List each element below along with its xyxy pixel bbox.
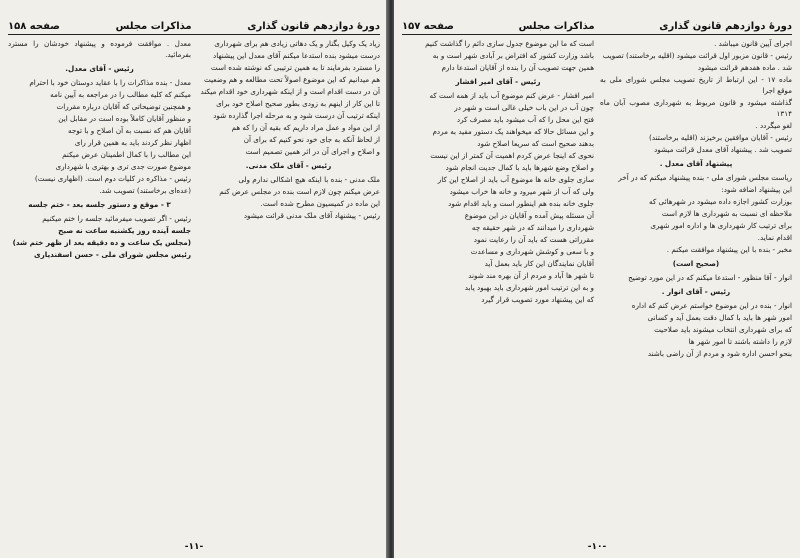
text-line: ولی که آب از شهر میرود و خانه ها خراب میشود <box>449 187 594 196</box>
text-line: موضوع صورت جدی تری و بهتری با شهرداری <box>55 162 191 171</box>
text-line: انوار - آقا منظور - استدعا میکنم که در این مورد توضیح <box>628 273 792 282</box>
left-page-series-title: دورهٔ دوازدهم قانون گذاری <box>247 21 380 32</box>
speaker-heading: رئیس - آقای ملک مدنی. <box>245 161 332 170</box>
right-page-header <box>402 6 792 35</box>
text-line: رئیس - مذاکره در کلیات دوم است. (اظهاری نیست) <box>34 174 191 183</box>
text-line: از لحاظ آنکه به جای خود نحو کنیم که برای آن <box>243 135 380 144</box>
text-line: و اصلاح و اجرای آن در اثر همین تصمیم است <box>245 147 380 156</box>
text-line: جلوی خانه بنده هم اینطور است و باید اقدام شود <box>448 199 594 208</box>
left-page-footer: -۱۱- <box>184 542 204 552</box>
text-line: این پیشنهاد اضافه شود: <box>721 185 792 194</box>
text-line: و همچنین توضیحاتی که آقایان درباره مقررات <box>56 102 191 111</box>
right-page-number: صفحه ۱۵۷ <box>402 21 454 32</box>
text-line: زیاد یک وکیل بگنار و یک دهاتی زیادی هم برای شهرداری <box>214 39 380 48</box>
text-line: شد . ماده هفدهم قرائت میشود <box>697 63 792 72</box>
text-line: عرض میکنم چون لازم است بنده در مجلس عرض کنم <box>219 187 380 196</box>
text-line: لازم را داشته باشند تا امور شهر ها <box>688 337 792 346</box>
left-page-column-right <box>197 38 380 534</box>
text-line: ماده ۱۷ - این ارتباط از تاریخ تصویب مجلس شورای ملی به موقع اجرا <box>600 75 792 95</box>
text-line: گذاشته میشود و قانون مربوط به شهرداری مصوب آبان ماه ۱۳۱۴ <box>600 98 792 118</box>
text-line: از این مواد و عمل مراد داریم که بقیه آن را که هم <box>231 123 380 132</box>
text-line: هم میدانیم که این موضوع اصولاً تحت مطالعه و هم وضعیت <box>204 75 380 84</box>
text-line: ریاست مجلس شورای ملی - بنده پیشنهاد میکنم که در آخر <box>618 173 792 182</box>
section-heading: ۳ - موقع و دستور جلسه بعد - ختم جلسه <box>28 200 171 209</box>
right-page <box>394 0 800 558</box>
text-line: اینکه ترتیب آن درست شود و به مرحله اجرا گذارده شود <box>213 111 380 120</box>
text-line: باشد وزارت کشور که افتراض بر آبادی شهر است و به <box>432 51 594 60</box>
text-line: که این پیشنهاد مورد تصویب قرار گیرد <box>481 295 594 304</box>
text-line: میکنم که کلیه مطالب را در مراجعه به آیین نامه <box>50 90 191 99</box>
speaker-heading: پیشنهاد آقای معدل . <box>659 159 733 168</box>
text-line: این ماده در کمیسیون مطرح شده است. <box>260 199 380 208</box>
text-line: رئیس - پیشنهاد آقای ملک مدنی قرائت میشود <box>243 211 380 220</box>
text-line: را مسترد بفرمایند تا به همین ترتیبی که نوشته شده است <box>210 63 380 72</box>
text-line: شهرداری را میدانند که در شهر حقیقه چه <box>471 223 594 232</box>
text-line: انوار - بنده در این موضوع خواستم عرض کنم که اداره <box>631 301 792 310</box>
text-line: معدل . موافقت فرموده و پیشنهاد خودشان را مسترد بفرمائید. <box>8 39 191 59</box>
right-page-column-left <box>402 38 594 534</box>
text-line: ملک مدنی - بنده با اینکه هیچ اشکالی ندارم ولی <box>238 175 380 184</box>
text-line: نحوی که اینجا عرض کردم اهمیت آن کمتر از این نیست <box>430 151 594 160</box>
text-line: برای ترتیب کار شهرداری ها و اداره امور شهری <box>650 221 792 230</box>
left-page-journal-title: مذاکرات مجلس <box>115 21 192 32</box>
right-page-columns <box>402 38 792 534</box>
text-line: آقایان نمایندگان این کار باید بعمل آید <box>484 259 594 268</box>
text-line: اقدام نماید. <box>757 233 792 242</box>
text-line: این مطالب را با کمال اطمینان عرض میکنم <box>62 150 191 159</box>
text-line: و به این ترتیب امور شهرداری باید بهبود یابد <box>464 283 594 292</box>
text-line: است که ما این موضوع جدول سازی دائم را گذاشت کنیم <box>425 39 594 48</box>
text-line: رئیس - اگر تصویب میفرمائید جلسه را ختم میکنیم <box>42 214 191 223</box>
text-line: تا این کار از اینهم به زودی بطور صحیح اصلاح خود برای <box>216 99 380 108</box>
text-line: اجرای آیین قانون میباشد . <box>714 39 792 48</box>
text-line: چون آب در این باب خیلی غالی است و شهر در <box>454 103 594 112</box>
text-line: سازی جلوی خانه ها موضوع آب باید از اصلاح این کار <box>437 175 594 184</box>
text-line: آقایان هم که نسبت به آن اصلاح و با توجه <box>68 126 191 135</box>
text-line: (مجلس یک ساعت و ده دقیقه بعد از ظهر ختم شد) <box>12 238 191 247</box>
text-line: و با سعی و کوشش شهرداری و مساعدت <box>470 247 594 256</box>
text-line: بدهند صحیح است که سریعا اصلاح شود <box>477 139 594 148</box>
text-line: آن در دست اقدام است و از اینکه شهرداری خود اقدام میکند <box>200 87 380 96</box>
text-line: (صحیح است) <box>672 259 720 268</box>
text-line: (عده‌ای برخاستند) تصویب شد. <box>99 186 191 195</box>
text-line: و منظور آقایان کاملاً بوده است در مقابل این <box>58 114 191 123</box>
text-line: امور شهر ها باید با کمال دقت بعمل آید و کسانی <box>647 313 792 322</box>
text-line: رئیس - قانون مزبور اول قرائت میشود (اقلیه برخاستند) تصویب <box>602 51 792 60</box>
text-line: معدل - بنده مذاکرات را با عقاید دوستان خود با احترام <box>29 78 191 87</box>
text-line: مقرراتی هست که باید آن را رعایت نمود <box>473 235 594 244</box>
text-line: آن مسئله پیش آمده و آقایان در این موضوع <box>464 211 594 220</box>
text-line: که برای شهرداری انتخاب میشوند باید صلاحیت <box>654 325 792 334</box>
text-line: و این مسائل حالا که میخواهند یک دستور مفید به مردم <box>432 127 594 136</box>
text-line: فتح این محل را که آب میشود باید مصرف کرد <box>456 115 594 124</box>
text-line: تا شهر ها آباد و مردم از آن بهره مند شوند <box>468 271 594 280</box>
text-line: مخبر - بنده با این پیشنهاد موافقت میکنم . <box>666 245 792 254</box>
text-line: درست میشود بنده استدعا میکنم آقای معدل این پیشنهاد <box>213 51 380 60</box>
right-page-column-right <box>600 38 792 534</box>
text-line: لغو میگردد . <box>755 121 792 130</box>
text-line: و اصلاح وضع شهرها باید با کمال جدیت انجام شود <box>445 163 594 172</box>
text-line: ملاحظه ای نسبت به شهرداری ها لازم است <box>661 209 792 218</box>
text-line: اظهار نظر کردند باید به همین قرار رای <box>74 138 191 147</box>
speaker-heading: رئیس - آقای امیر افشار <box>455 77 541 86</box>
text-line: همین جهت تصویب آن را بنده از آقایان استدعا دارم <box>441 63 594 72</box>
text-line: رئیس - آقایان موافقین برخیزند (اقلیه برخاستند) <box>649 133 792 142</box>
speaker-heading: رئیس - آقای معدل. <box>65 64 134 73</box>
left-page <box>0 0 388 558</box>
left-page-header <box>8 6 380 35</box>
right-page-footer: -۱۰- <box>587 542 607 552</box>
right-page-journal-title: مذاکرات مجلس <box>518 21 595 32</box>
text-line: بوزارت کشور اجازه داده میشود در شهرهائی که <box>648 197 792 206</box>
speaker-heading: رئیس - آقای انوار . <box>661 287 731 296</box>
text-line: جلسه آینده روز یکشنبه ساعت نه صبح <box>58 226 191 235</box>
text-line: بنحو احسن اداره شود و مردم از آن راضی باشند <box>647 349 792 358</box>
text-line: امیر افشار - عرض کنم موضوع آب باید از همه است که <box>429 91 594 100</box>
left-page-column-left <box>8 38 191 534</box>
right-page-series-title: دورهٔ دوازدهم قانون گذاری <box>659 21 792 32</box>
signature-line: رئیس مجلس شورای ملی - حسن اسفندیاری <box>34 250 191 259</box>
left-page-columns <box>8 38 380 534</box>
left-page-number: صفحه ۱۵۸ <box>8 21 60 32</box>
text-line: تصویب شد . پیشنهاد آقای معدل قرائت میشود <box>654 145 792 154</box>
